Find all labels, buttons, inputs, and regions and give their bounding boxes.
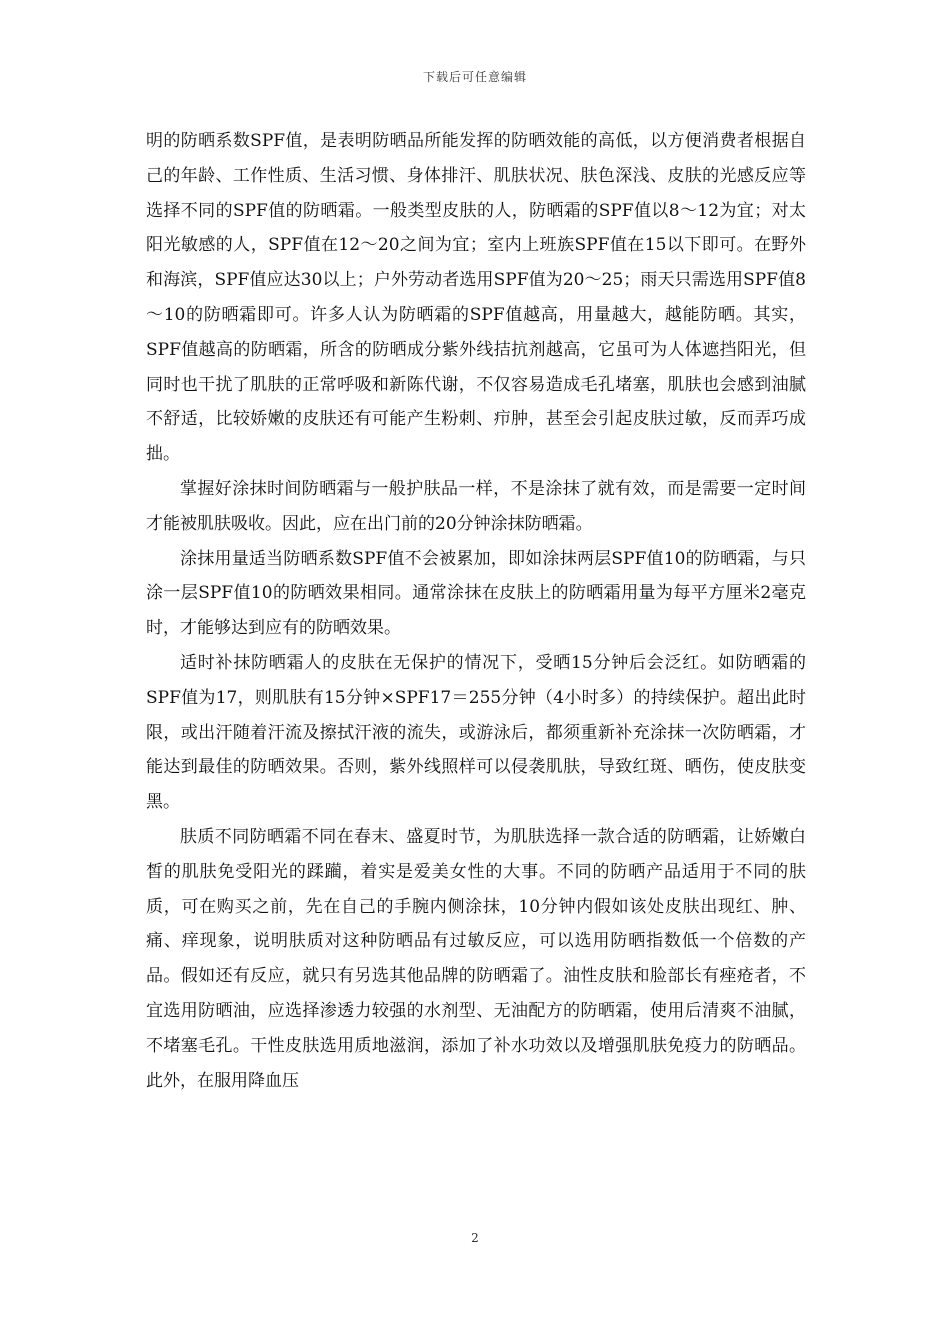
page-number: 2 bbox=[471, 1231, 479, 1245]
paragraph-spf-explanation: 明的防晒系数SPF值，是表明防晒品所能发挥的防晒效能的高低，以方便消费者根据自己的年龄、工作性质、生活习惯、身体排汗、肌肤状况、肤色深浅、皮肤的光感反应等选择不同的SPF值的防晒霜。一般类型皮肤的人，防晒霜的SPF值以8～12为宜；对太阳光敏感的人，SPF值在12～20之间为宜；室内上班族SPF值在15以下即可。在野外和海滨，SPF值应达30以上；户外劳动者选用SPF值为20～25；雨天只需选用SPF值8～10的防晒霜即可。许多人认为防晒霜的SPF值越高，用量越大，越能防晒。其实， SPF值越高的防晒霜，所含的防晒成分紫外线拮抗剂越高，它虽可为人体遮挡阳光，但同时也干扰了肌肤的正常呼吸和新陈代谢，不仅容易造成毛孔堵塞，肌肤也会感到油腻不舒适，比较娇嫩的皮肤还有可能产生粉刺、疖肿，甚至会引起皮肤过敏，反而弄巧成拙。 bbox=[146, 131, 806, 465]
page-header: 下载后可任意编辑 bbox=[422, 70, 527, 84]
document-body bbox=[146, 124, 806, 1098]
paragraph-reapplication: 适时补抹防晒霜人的皮肤在无保护的情况下，受晒15分钟后会泛红。如防晒霜的SPF值为17，则肌肤有15分钟×SPF17＝255分钟（4小时多）的持续保护。超出此时限，或出汗随着汗流及擦拭汗液的流失，或游泳后，都须重新补充涂抹一次防晒霜，才能达到最佳的防晒效果。否则，紫外线照样可以侵袭肌肤，导致红斑、晒伤，使皮肤变黑。 bbox=[146, 652, 806, 813]
paragraph-skin-types: 肤质不同防晒霜不同在春末、盛夏时节，为肌肤选择一款合适的防晒霜，让娇嫩白皙的肌肤免受阳光的蹂躏，着实是爱美女性的大事。不同的防晒产品适用于不同的肤质，可在购买之前，先在自己的手腕内侧涂抹，10分钟内假如该处皮肤出现红、肿、痛、痒现象，说明肤质对这种防晒品有过敏反应，可以选用防晒指数低一个倍数的产品。假如还有反应，就只有另选其他品牌的防晒霜了。油性皮肤和脸部长有痤疮者，不宜选用防晒油，应选择渗透力较强的水剂型、无油配方的防晒霜，使用后清爽不油腻，不堵塞毛孔。干性皮肤选用质地滋润，添加了补水功效以及增强肌肤免疫力的防晒品。此外，在服用降血压 bbox=[146, 826, 806, 1091]
paragraph-application-timing: 掌握好涂抹时间防晒霜与一般护肤品一样，不是涂抹了就有效，而是需要一定时间才能被肌肤吸收。因此，应在出门前的20分钟涂抹防晒霜。 bbox=[146, 478, 806, 534]
paragraph-application-amount: 涂抹用量适当防晒系数SPF值不会被累加，即如涂抹两层SPF值10的防晒霜，与只涂一层SPF值10的防晒效果相同。通常涂抹在皮肤上的防晒霜用量为每平方厘米2毫克时，才能够达到应有的防晒效果。 bbox=[146, 548, 806, 639]
